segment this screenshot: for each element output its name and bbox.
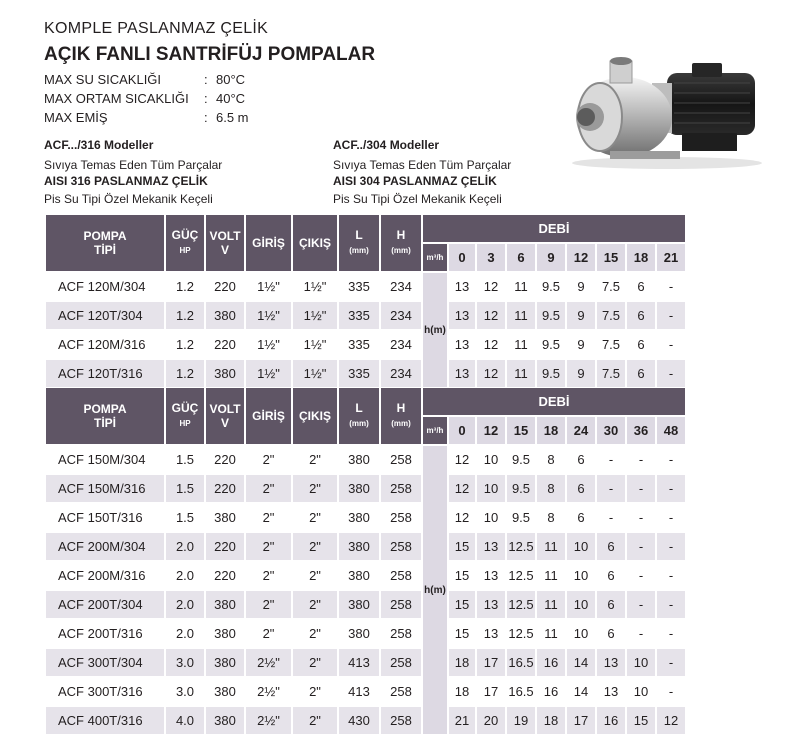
cell-head: 13 [454, 279, 470, 294]
cell-height: 234 [381, 302, 421, 329]
cell-volt: 380 [214, 626, 236, 641]
cell-head: - [668, 337, 674, 352]
col-header-power: GÜÇ HP [166, 215, 204, 271]
cell-length: 335 [339, 360, 379, 387]
col-header-inlet: GİRİŞ [246, 215, 291, 271]
cell-head: 17 [567, 707, 595, 734]
cell-volt: 220 [214, 568, 236, 583]
cell-length: 380 [348, 568, 370, 583]
cell-height: 234 [381, 360, 421, 387]
cell-head: 13 [477, 533, 505, 560]
cell-outlet: 2" [309, 452, 321, 467]
cell-hp: 1.5 [175, 510, 195, 525]
cell-length: 380 [339, 533, 379, 560]
cell-length: 413 [339, 649, 379, 676]
cell-model: ACF 150M/304 [58, 452, 146, 467]
cell-head: 15 [449, 591, 475, 618]
cell-head: 15 [454, 568, 470, 583]
cell-inlet: 1½" [257, 337, 280, 352]
table-row [46, 591, 685, 618]
cell-hp: 1.5 [175, 452, 195, 467]
cell-head: 7.5 [601, 279, 621, 294]
cell-inlet: 2" [246, 475, 291, 502]
flow-value: 15 [507, 417, 535, 444]
cell-head: - [668, 452, 674, 467]
cell-height: 258 [390, 452, 412, 467]
cell-height: 258 [390, 684, 412, 699]
cell-head: 10 [573, 626, 589, 641]
cell-head: 9 [567, 302, 595, 329]
cell-hp: 3.0 [166, 649, 204, 676]
cell-head: 8 [547, 452, 555, 467]
cell-head: 13 [603, 684, 619, 699]
cell-head: 17 [477, 649, 505, 676]
cell-outlet: 2" [293, 591, 337, 618]
cell-inlet: 2½" [257, 684, 280, 699]
cell-head: - [638, 510, 644, 525]
cell-model: ACF 120T/316 [46, 360, 164, 387]
cell-head: 6 [637, 337, 645, 352]
cell-model: ACF 300T/304 [46, 649, 164, 676]
cell-hp: 1.5 [166, 475, 204, 502]
cell-head: 9.5 [511, 452, 531, 467]
cell-hp: 1.2 [166, 360, 204, 387]
catalog-subtitle: KOMPLE PASLANMAZ ÇELİK [44, 20, 269, 37]
table-row [46, 302, 685, 329]
cell-head: 12.5 [508, 568, 534, 583]
head-unit-label: h(m) [423, 446, 447, 734]
cell-head: 6 [627, 360, 655, 387]
cell-head: - [627, 475, 655, 502]
head-unit-label: h(m) [423, 273, 447, 387]
cell-hp: 1.2 [175, 337, 195, 352]
table-row [46, 475, 685, 502]
cell-head: - [657, 533, 685, 560]
flow-value: 12 [477, 417, 505, 444]
cell-head: 12 [454, 510, 470, 525]
cell-model: ACF 150M/316 [46, 475, 164, 502]
cell-head: 10 [633, 684, 649, 699]
col-header-power: GÜÇ HP [166, 388, 204, 444]
flow-value: 9 [537, 244, 565, 271]
cell-hp: 1.2 [175, 279, 195, 294]
cell-head: 20 [477, 707, 505, 734]
cell-head: 14 [567, 649, 595, 676]
cell-model: ACF 200T/316 [58, 626, 143, 641]
cell-model: ACF 150T/316 [58, 510, 143, 525]
cell-head: 9 [567, 360, 595, 387]
cell-head: 8 [537, 475, 565, 502]
cell-model: ACF 120M/304 [58, 279, 146, 294]
cell-volt: 380 [206, 302, 244, 329]
flow-value: 18 [537, 417, 565, 444]
table-row [46, 533, 685, 560]
cell-head: 9.5 [541, 337, 561, 352]
cell-head: 12 [483, 279, 499, 294]
cell-height: 258 [381, 475, 421, 502]
col-header-outlet: ÇIKIŞ [293, 388, 337, 444]
cell-head: 12.5 [508, 626, 534, 641]
table-row [46, 360, 685, 387]
cell-head: 10 [567, 533, 595, 560]
model-304-seal: Pis Su Tipi Özel Mekanik Keçeli [333, 192, 502, 206]
spec-colon: : [204, 110, 208, 125]
cell-head: - [668, 568, 674, 583]
cell-head: 9 [577, 279, 585, 294]
cell-model: ACF 200M/304 [46, 533, 164, 560]
cell-volt: 380 [206, 707, 244, 734]
table-row [46, 562, 685, 589]
cell-volt: 220 [214, 452, 236, 467]
col-header-flow: DEBİ [423, 388, 685, 415]
flow-value: 24 [567, 417, 595, 444]
cell-head: 7.5 [601, 337, 621, 352]
cell-volt: 380 [206, 649, 244, 676]
cell-volt: 220 [206, 533, 244, 560]
cell-volt: 220 [214, 337, 236, 352]
cell-height: 258 [381, 533, 421, 560]
cell-height: 258 [390, 510, 412, 525]
cell-height: 258 [390, 568, 412, 583]
cell-length: 380 [339, 475, 379, 502]
cell-head: 16 [597, 707, 625, 734]
cell-head: 15 [454, 626, 470, 641]
cell-head: - [597, 475, 625, 502]
cell-length: 380 [348, 510, 370, 525]
spec-label: MAX ORTAM SICAKLIĞI [44, 91, 189, 106]
cell-outlet: 1½" [303, 337, 327, 352]
cell-volt: 380 [214, 684, 236, 699]
cell-volt: 380 [206, 360, 244, 387]
performance-table-2 [44, 386, 687, 736]
cell-head: - [668, 510, 674, 525]
spec-value: 40°C [216, 91, 246, 106]
cell-inlet: 2" [246, 533, 291, 560]
cell-length: 430 [339, 707, 379, 734]
cell-head: 16 [537, 649, 565, 676]
cell-head: 10 [483, 452, 499, 467]
cell-head: 9.5 [507, 475, 535, 502]
cell-head: 16.5 [508, 684, 534, 699]
cell-head: 9.5 [537, 302, 565, 329]
cell-hp: 2.0 [166, 533, 204, 560]
cell-head: - [627, 533, 655, 560]
cell-model: ACF 200T/304 [46, 591, 164, 618]
cell-head: 17 [483, 684, 499, 699]
cell-head: 10 [567, 591, 595, 618]
cell-head: 11 [507, 360, 535, 387]
cell-head: 6 [597, 533, 625, 560]
cell-head: - [608, 452, 614, 467]
flow-value: 0 [449, 417, 475, 444]
col-header-inlet: GİRİŞ [246, 388, 291, 444]
cell-head: 6 [637, 279, 645, 294]
cell-head: 9 [577, 337, 585, 352]
cell-head: 6 [607, 568, 615, 583]
cell-head: 10 [573, 568, 589, 583]
cell-outlet: 2" [309, 626, 321, 641]
cell-head: 10 [627, 649, 655, 676]
cell-inlet: 1½" [246, 302, 291, 329]
cell-height: 258 [390, 626, 412, 641]
cell-length: 335 [339, 302, 379, 329]
spec-value: 80°C [216, 72, 246, 87]
model-304-title: ACF../304 Modeller [333, 138, 440, 152]
flow-unit-label: m³/h [423, 244, 447, 271]
cell-head: 12 [454, 452, 470, 467]
cell-height: 258 [381, 649, 421, 676]
spec-value: 6.5 m [216, 110, 249, 125]
cell-outlet: 1½" [293, 360, 337, 387]
table-row [46, 620, 685, 647]
cell-hp: 1.2 [166, 302, 204, 329]
cell-head: 18 [537, 707, 565, 734]
cell-inlet: 2" [262, 626, 275, 641]
flow-value: 15 [597, 244, 625, 271]
cell-head: 6 [627, 302, 655, 329]
cell-outlet: 2" [309, 568, 321, 583]
cell-inlet: 2" [262, 510, 275, 525]
cell-hp: 2.0 [175, 626, 195, 641]
cell-inlet: 2½" [246, 707, 291, 734]
cell-hp: 2.0 [175, 568, 195, 583]
cell-head: - [668, 684, 674, 699]
cell-head: - [668, 279, 674, 294]
table-row [46, 446, 685, 473]
cell-head: 15 [627, 707, 655, 734]
cell-inlet: 2" [246, 591, 291, 618]
cell-head: 8 [547, 510, 555, 525]
flow-value: 12 [567, 244, 595, 271]
cell-head: 11 [537, 591, 565, 618]
cell-volt: 220 [214, 279, 236, 294]
cell-height: 258 [381, 707, 421, 734]
flow-value: 36 [627, 417, 655, 444]
flow-value: 48 [657, 417, 685, 444]
cell-head: 13 [449, 360, 475, 387]
cell-head: 11 [544, 568, 558, 583]
cell-length: 335 [348, 279, 370, 294]
cell-head: 13 [483, 568, 499, 583]
col-header-outlet: ÇIKIŞ [293, 215, 337, 271]
model-304-material: AISI 304 PASLANMAZ ÇELİK [333, 174, 497, 188]
cell-head: 14 [573, 684, 589, 699]
cell-head: 12 [483, 337, 499, 352]
cell-head: - [638, 452, 644, 467]
model-316-title: ACF.../316 Modeller [44, 138, 154, 152]
cell-model: ACF 400T/316 [46, 707, 164, 734]
col-header-length: L (mm) [339, 388, 379, 444]
cell-outlet: 2" [309, 510, 321, 525]
cell-outlet: 2" [293, 475, 337, 502]
cell-outlet: 2" [293, 707, 337, 734]
cell-length: 413 [348, 684, 370, 699]
cell-head: 16.5 [507, 649, 535, 676]
flow-value: 3 [477, 244, 505, 271]
cell-hp: 2.0 [166, 591, 204, 618]
table-row [46, 504, 685, 531]
cell-head: 13 [449, 302, 475, 329]
cell-head: 6 [577, 510, 585, 525]
cell-head: 9.5 [511, 510, 531, 525]
cell-volt: 380 [214, 510, 236, 525]
cell-model: ACF 300T/316 [58, 684, 143, 699]
cell-head: 7.5 [597, 302, 625, 329]
cell-inlet: 2" [262, 568, 275, 583]
cell-model: ACF 200M/316 [58, 568, 146, 583]
cell-head: 6 [607, 626, 615, 641]
cell-head: 10 [477, 475, 505, 502]
cell-head: - [657, 649, 685, 676]
col-header-height: H (mm) [381, 215, 421, 271]
cell-head: 11 [537, 533, 565, 560]
col-header-volt: VOLT V [206, 215, 244, 271]
performance-table-1 [44, 213, 687, 389]
cell-length: 380 [339, 591, 379, 618]
cell-hp: 3.0 [175, 684, 195, 699]
cell-length: 335 [348, 337, 370, 352]
cell-head: 13 [477, 591, 505, 618]
cell-volt: 220 [206, 475, 244, 502]
flow-value: 21 [657, 244, 685, 271]
spec-label: MAX EMİŞ [44, 110, 108, 125]
flow-value: 0 [449, 244, 475, 271]
cell-head: 10 [483, 510, 499, 525]
cell-length: 380 [348, 452, 370, 467]
model-316-line1: Sıvıya Temas Eden Tüm Parçalar [44, 158, 223, 172]
cell-inlet: 2½" [246, 649, 291, 676]
cell-volt: 380 [206, 591, 244, 618]
cell-head: 12 [657, 707, 685, 734]
cell-head: - [657, 591, 685, 618]
cell-head: - [657, 360, 685, 387]
cell-head: 13 [454, 337, 470, 352]
cell-inlet: 1½" [257, 279, 280, 294]
cell-height: 258 [381, 591, 421, 618]
col-header-height: H (mm) [381, 388, 421, 444]
cell-head: 11 [507, 302, 535, 329]
cell-inlet: 1½" [246, 360, 291, 387]
cell-outlet: 2" [293, 649, 337, 676]
cell-head: 15 [449, 533, 475, 560]
cell-head: 9.5 [541, 279, 561, 294]
cell-head: 12.5 [507, 591, 535, 618]
cell-head: - [657, 475, 685, 502]
cell-head: - [638, 568, 644, 583]
model-304-line1: Sıvıya Temas Eden Tüm Parçalar [333, 158, 512, 172]
catalog-title: AÇIK FANLI SANTRİFÜJ POMPALAR [44, 44, 376, 65]
col-header-length: L (mm) [339, 215, 379, 271]
cell-head: 12.5 [507, 533, 535, 560]
cell-head: 11 [514, 337, 528, 352]
cell-head: 6 [597, 591, 625, 618]
cell-head: - [627, 591, 655, 618]
table-row [46, 331, 685, 358]
cell-outlet: 2" [309, 684, 321, 699]
flow-unit-label: m³/h [423, 417, 447, 444]
cell-head: 21 [449, 707, 475, 734]
model-316-seal: Pis Su Tipi Özel Mekanik Keçeli [44, 192, 213, 206]
table-row [46, 678, 685, 705]
cell-head: 16 [543, 684, 559, 699]
flow-value: 6 [507, 244, 535, 271]
cell-model: ACF 120T/304 [46, 302, 164, 329]
cell-outlet: 1½" [303, 279, 327, 294]
cell-outlet: 1½" [293, 302, 337, 329]
cell-height: 234 [390, 337, 412, 352]
cell-head: 12 [477, 302, 505, 329]
table-row [46, 707, 685, 734]
cell-head: 12 [477, 360, 505, 387]
cell-head: 18 [454, 684, 470, 699]
spec-colon: : [204, 72, 208, 87]
cell-head: 18 [449, 649, 475, 676]
cell-head: 13 [483, 626, 499, 641]
cell-head: - [608, 510, 614, 525]
model-316-material: AISI 316 PASLANMAZ ÇELİK [44, 174, 208, 188]
cell-height: 234 [390, 279, 412, 294]
cell-head: 13 [597, 649, 625, 676]
cell-head: 9.5 [537, 360, 565, 387]
cell-hp: 4.0 [166, 707, 204, 734]
cell-length: 380 [348, 626, 370, 641]
table-row [46, 649, 685, 676]
cell-outlet: 2" [293, 533, 337, 560]
col-header-flow: DEBİ [423, 215, 685, 242]
cell-head: 11 [514, 279, 528, 294]
cell-head: 6 [577, 452, 585, 467]
cell-head: - [657, 302, 685, 329]
cell-head: 11 [544, 626, 558, 641]
cell-head: - [638, 626, 644, 641]
cell-head: 19 [507, 707, 535, 734]
col-header-volt: VOLT V [206, 388, 244, 444]
cell-head: - [668, 626, 674, 641]
cell-head: 7.5 [597, 360, 625, 387]
col-header-pump-type: POMPA TİPİ [46, 388, 164, 444]
table-row [46, 273, 685, 300]
cell-head: 6 [567, 475, 595, 502]
cell-inlet: 2" [262, 452, 275, 467]
pump-product-image [562, 55, 767, 170]
cell-head: 12 [449, 475, 475, 502]
col-header-pump-type: POMPA TİPİ [46, 215, 164, 271]
spec-colon: : [204, 91, 208, 106]
flow-value: 30 [597, 417, 625, 444]
flow-value: 18 [627, 244, 655, 271]
cell-model: ACF 120M/316 [58, 337, 146, 352]
spec-label: MAX SU SICAKLIĞI [44, 72, 162, 87]
